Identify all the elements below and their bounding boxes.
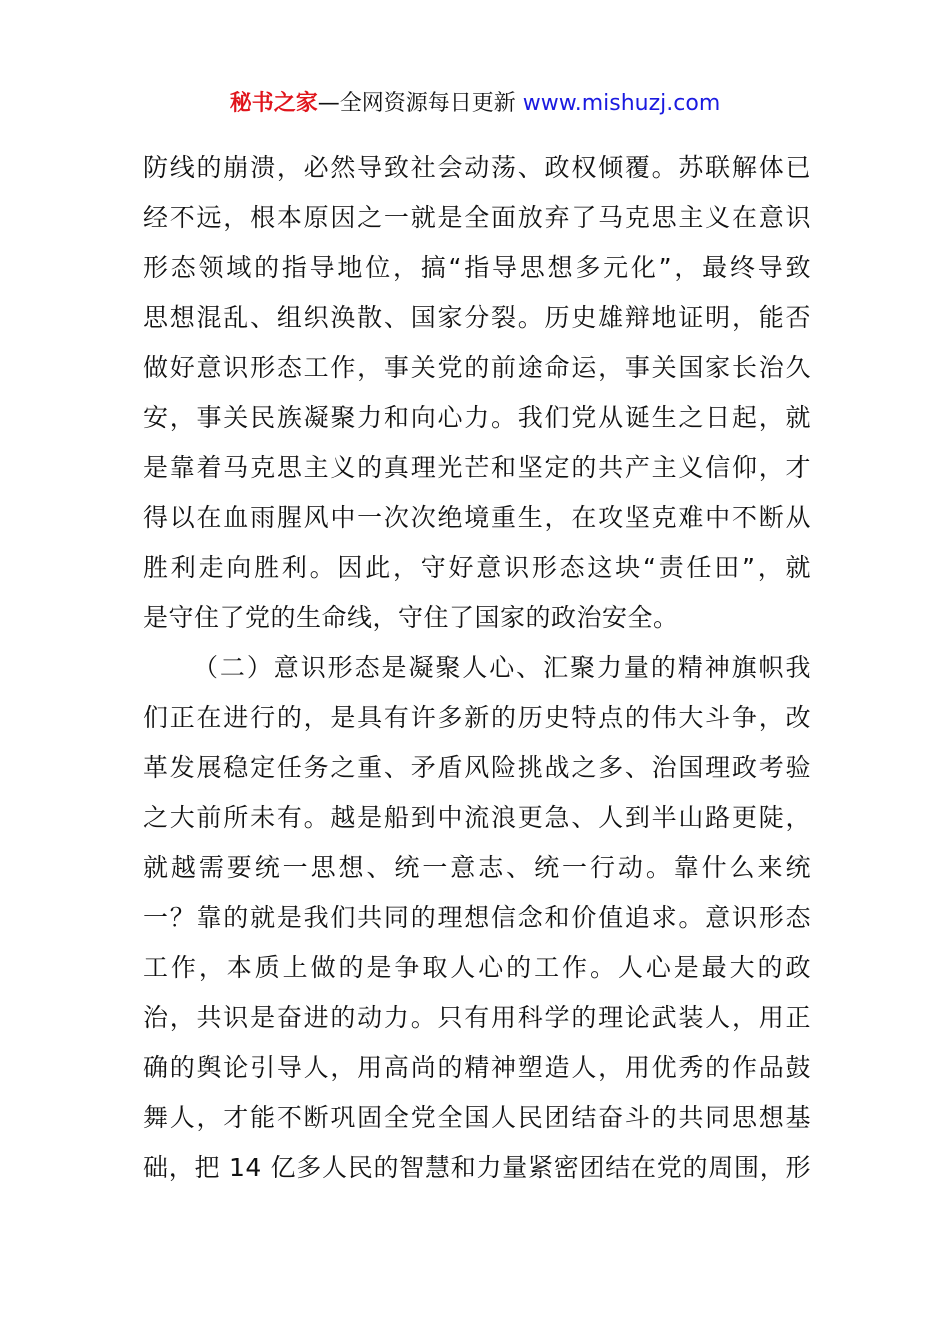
text-line: 础，把 14 亿多人民的智慧和力量紧密团结在党的周围，形 — [143, 1153, 811, 1182]
text-line: 得以在血雨腥风中一次次绝境重生，在攻坚克难中不断从 — [143, 503, 811, 532]
text-line: 确的舆论引导人，用高尚的精神塑造人，用优秀的作品鼓 — [143, 1053, 811, 1082]
site-tagline: —全网资源每日更新 — [317, 91, 523, 116]
text-line: 形态领域的指导地位，搞“指导思想多元化”，最终导致 — [143, 253, 811, 282]
section-heading-line: （二）意识形态是凝聚人心、汇聚力量的精神旗帜我 — [193, 653, 811, 682]
text-line: 革发展稳定任务之重、矛盾风险挑战之多、治国理政考验 — [143, 753, 811, 782]
document-body — [143, 143, 811, 1193]
text-line: 一？靠的就是我们共同的理想信念和价值追求。意识形态 — [143, 903, 811, 932]
text-line: 们正在进行的，是具有许多新的历史特点的伟大斗争，改 — [143, 703, 811, 732]
text-line: 防线的崩溃，必然导致社会动荡、政权倾覆。苏联解体已 — [143, 153, 811, 182]
site-brand: 秘书之家 — [229, 91, 318, 116]
text-line: 工作，本质上做的是争取人心的工作。人心是最大的政 — [143, 953, 811, 982]
text-line: 思想混乱、组织涣散、国家分裂。历史雄辩地证明，能否 — [143, 303, 811, 332]
text-line: 之大前所未有。越是船到中流浪更急、人到半山路更陡， — [143, 803, 811, 832]
text-line: 胜利走向胜利。因此，守好意识形态这块“责任田”，就 — [143, 553, 811, 582]
text-line: 安，事关民族凝聚力和向心力。我们党从诞生之日起，就 — [143, 403, 811, 432]
text-line: 就越需要统一思想、统一意志、统一行动。靠什么来统 — [143, 853, 811, 882]
text-line: 治，共识是奋进的动力。只有用科学的理论武装人，用正 — [143, 1003, 811, 1032]
text-line: 是守住了党的生命线，守住了国家的政治安全。 — [143, 603, 679, 632]
site-url-link[interactable]: www.mishuzj.com — [522, 91, 721, 116]
text-line: 舞人，才能不断巩固全党全国人民团结奋斗的共同思想基 — [143, 1103, 811, 1132]
site-header — [0, 86, 950, 122]
text-line: 做好意识形态工作，事关党的前途命运，事关国家长治久 — [143, 353, 811, 382]
text-line: 经不远，根本原因之一就是全面放弃了马克思主义在意识 — [143, 203, 811, 232]
text-line: 是靠着马克思主义的真理光芒和坚定的共产主义信仰，才 — [143, 453, 811, 482]
